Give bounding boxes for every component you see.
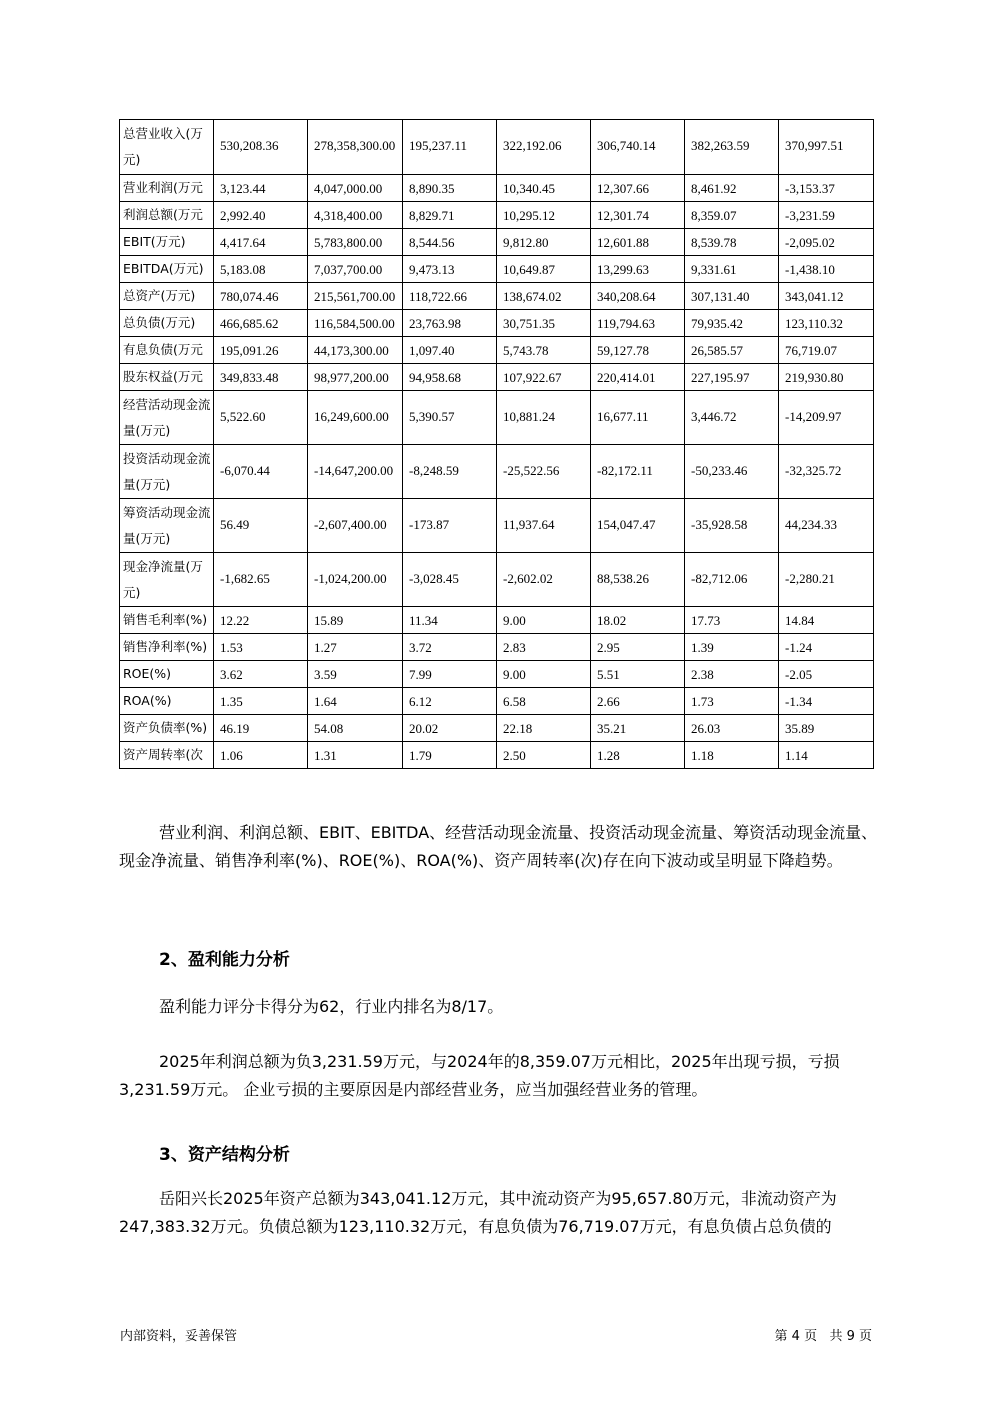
table-row [120,229,874,256]
table-row [120,120,874,175]
table-cell: 227,195.97 [685,364,779,391]
table-cell: 343,041.12 [779,283,874,310]
table-cell: 12,301.74 [591,202,685,229]
table-cell: -82,712.06 [685,553,779,607]
table-cell: -25,522.56 [497,445,591,499]
trend-summary-paragraph: 营业利润、利润总额、EBIT、EBITDA、经营活动现金流量、投资活动现金流量、筹资活动现金流量、现金净流量、销售净利率(%)、ROE(%)、ROA(%)、资产周转率(次)存在向下波动或呈明显下降趋势。 [119,823,878,870]
row-label: 投资活动现金流量(万元) [120,445,214,499]
table-cell: 10,881.24 [497,391,591,445]
table-cell: 307,131.40 [685,283,779,310]
table-cell: 76,719.07 [779,337,874,364]
table-cell: 8,461.92 [685,175,779,202]
table-cell: 16,249,600.00 [308,391,403,445]
table-cell: 10,649.87 [497,256,591,283]
table-cell: 1.27 [308,634,403,661]
table-cell: 18.02 [591,607,685,634]
table-cell: 2,992.40 [214,202,308,229]
row-label: 利润总额(万元 [120,202,214,229]
row-label: 经营活动现金流量(万元) [120,391,214,445]
table-row [120,337,874,364]
table-cell: 4,047,000.00 [308,175,403,202]
table-cell: -14,647,200.00 [308,445,403,499]
table-row [120,499,874,553]
row-label: EBITDA(万元) [120,256,214,283]
table-cell: 26,585.57 [685,337,779,364]
row-label: 总营业收入(万元) [120,120,214,175]
table-row [120,364,874,391]
table-cell: 44,234.33 [779,499,874,553]
table-cell: -3,231.59 [779,202,874,229]
table-cell: -6,070.44 [214,445,308,499]
table-cell: 6.12 [403,688,497,715]
row-label: 有息负债(万元 [120,337,214,364]
table-cell: 6.58 [497,688,591,715]
table-row [120,391,874,445]
table-cell: 3.59 [308,661,403,688]
table-cell: 1.73 [685,688,779,715]
table-cell: 59,127.78 [591,337,685,364]
table-cell: -2,602.02 [497,553,591,607]
table-cell: 3,446.72 [685,391,779,445]
table-cell: 3.72 [403,634,497,661]
table-cell: -2.05 [779,661,874,688]
table-cell: 9,473.13 [403,256,497,283]
table-cell: -2,095.02 [779,229,874,256]
table-cell: 349,833.48 [214,364,308,391]
table-cell: 2.95 [591,634,685,661]
table-cell: 1.53 [214,634,308,661]
table-cell: 5,522.60 [214,391,308,445]
table-cell: 1.64 [308,688,403,715]
table-cell: 9,331.61 [685,256,779,283]
row-label: 筹资活动现金流量(万元) [120,499,214,553]
table-cell: 16,677.11 [591,391,685,445]
table-cell: 1.14 [779,742,874,769]
row-label: EBIT(万元) [120,229,214,256]
row-label: 股东权益(万元 [120,364,214,391]
table-cell: 44,173,300.00 [308,337,403,364]
table-cell: 10,340.45 [497,175,591,202]
table-cell: 7,037,700.00 [308,256,403,283]
row-label: 总资产(万元) [120,283,214,310]
table-cell: 8,829.71 [403,202,497,229]
table-row [120,688,874,715]
table-cell: 306,740.14 [591,120,685,175]
row-label: 销售净利率(%) [120,634,214,661]
table-cell: 8,539.78 [685,229,779,256]
table-cell: 12.22 [214,607,308,634]
table-cell: 278,358,300.00 [308,120,403,175]
table-cell: 2.66 [591,688,685,715]
table-cell: 98,977,200.00 [308,364,403,391]
table-cell: 11,937.64 [497,499,591,553]
table-cell: 35.89 [779,715,874,742]
table-cell: -1,682.65 [214,553,308,607]
section-heading-asset-structure: 3、资产结构分析 [159,1145,290,1165]
table-cell: 22.18 [497,715,591,742]
table-cell: 118,722.66 [403,283,497,310]
table-cell: 8,544.56 [403,229,497,256]
table-cell: -50,233.46 [685,445,779,499]
table-cell: 94,958.68 [403,364,497,391]
table-cell: 54.08 [308,715,403,742]
table-cell: -1.24 [779,634,874,661]
table-cell: 780,074.46 [214,283,308,310]
table-cell: -173.87 [403,499,497,553]
table-cell: 219,930.80 [779,364,874,391]
table-cell: -82,172.11 [591,445,685,499]
table-cell: 4,417.64 [214,229,308,256]
table-cell: 1.35 [214,688,308,715]
table-cell: 3,123.44 [214,175,308,202]
table-cell: 3.62 [214,661,308,688]
table-cell: 26.03 [685,715,779,742]
row-label: 总负债(万元) [120,310,214,337]
profitability-score-paragraph: 盈利能力评分卡得分为62，行业内排名为8/17。 [159,997,504,1016]
table-row [120,445,874,499]
row-label: 销售毛利率(%) [120,607,214,634]
table-cell: 107,922.67 [497,364,591,391]
table-cell: 15.89 [308,607,403,634]
table-cell: 2.83 [497,634,591,661]
table-cell: 17.73 [685,607,779,634]
table-cell: 154,047.47 [591,499,685,553]
table-cell: 4,318,400.00 [308,202,403,229]
table-cell: 123,110.32 [779,310,874,337]
table-row [120,283,874,310]
table-cell: 5,183.08 [214,256,308,283]
table-cell: 12,601.88 [591,229,685,256]
table-cell: 5,743.78 [497,337,591,364]
table-cell: 8,890.35 [403,175,497,202]
row-label: 资产负债率(%) [120,715,214,742]
table-cell: 195,237.11 [403,120,497,175]
table-cell: 7.99 [403,661,497,688]
table-cell: 340,208.64 [591,283,685,310]
table-row [120,310,874,337]
asset-structure-paragraph: 岳阳兴长2025年资产总额为343,041.12万元，其中流动资产为95,657.80万元，非流动资产为247,383.32万元。负债总额为123,110.32万元，有息负债为76,719.07万元，有息负债占总负债的 [119,1189,837,1236]
table-cell: 530,208.36 [214,120,308,175]
table-cell: 1.18 [685,742,779,769]
table-cell: -2,607,400.00 [308,499,403,553]
table-cell: 215,561,700.00 [308,283,403,310]
table-row [120,607,874,634]
table-cell: 20.02 [403,715,497,742]
table-cell: 1.79 [403,742,497,769]
table-cell: -8,248.59 [403,445,497,499]
table-row [120,202,874,229]
table-cell: 138,674.02 [497,283,591,310]
row-label: ROE(%) [120,661,214,688]
table-cell: -1,438.10 [779,256,874,283]
footer-confidential-note: 内部资料，妥善保管 [120,1329,238,1344]
table-cell: 13,299.63 [591,256,685,283]
row-label: 现金净流量(万元) [120,553,214,607]
section-heading-profitability: 2、盈利能力分析 [159,950,290,970]
table-cell: 119,794.63 [591,310,685,337]
table-cell: 2.50 [497,742,591,769]
table-cell: 35.21 [591,715,685,742]
row-label: 资产周转率(次 [120,742,214,769]
table-row [120,742,874,769]
table-cell: -2,280.21 [779,553,874,607]
table-cell: -1,024,200.00 [308,553,403,607]
table-row [120,553,874,607]
table-cell: 1.39 [685,634,779,661]
table-cell: -14,209.97 [779,391,874,445]
table-cell: 1.31 [308,742,403,769]
table-cell: 46.19 [214,715,308,742]
row-label: ROA(%) [120,688,214,715]
table-cell: 1.06 [214,742,308,769]
table-row [120,661,874,688]
table-row [120,256,874,283]
table-cell: 9.00 [497,661,591,688]
table-cell: 220,414.01 [591,364,685,391]
table-cell: 8,359.07 [685,202,779,229]
table-cell: 79,935.42 [685,310,779,337]
table-cell: 370,997.51 [779,120,874,175]
table-cell: 5,783,800.00 [308,229,403,256]
table-cell: 88,538.26 [591,553,685,607]
table-cell: 23,763.98 [403,310,497,337]
table-cell: 466,685.62 [214,310,308,337]
table-cell: -3,028.45 [403,553,497,607]
table-cell: 14.84 [779,607,874,634]
table-cell: 9.00 [497,607,591,634]
table-cell: -35,928.58 [685,499,779,553]
table-cell: 1,097.40 [403,337,497,364]
financial-indicator-table [119,119,874,769]
table-row [120,634,874,661]
table-cell: 56.49 [214,499,308,553]
table-cell: -3,153.37 [779,175,874,202]
table-cell: 2.38 [685,661,779,688]
table-cell: 30,751.35 [497,310,591,337]
table-cell: 382,263.59 [685,120,779,175]
row-label: 营业利润(万元 [120,175,214,202]
table-cell: 11.34 [403,607,497,634]
profit-analysis-paragraph: 2025年利润总额为负3,231.59万元，与2024年的8,359.07万元相比，2025年出现亏损，亏损3,231.59万元。 企业亏损的主要原因是内部经营业务，应当加强经营业务的管理。 [119,1052,840,1099]
table-row [120,715,874,742]
table-cell: 322,192.06 [497,120,591,175]
footer-page-number: 第 4 页 共 9 页 [774,1329,872,1344]
table-cell: 5,390.57 [403,391,497,445]
table-row [120,175,874,202]
table-cell: 195,091.26 [214,337,308,364]
table-cell: 5.51 [591,661,685,688]
table-cell: 10,295.12 [497,202,591,229]
table-cell: 12,307.66 [591,175,685,202]
table-cell: 116,584,500.00 [308,310,403,337]
table-cell: 9,812.80 [497,229,591,256]
table-cell: -1.34 [779,688,874,715]
table-cell: 1.28 [591,742,685,769]
table-cell: -32,325.72 [779,445,874,499]
